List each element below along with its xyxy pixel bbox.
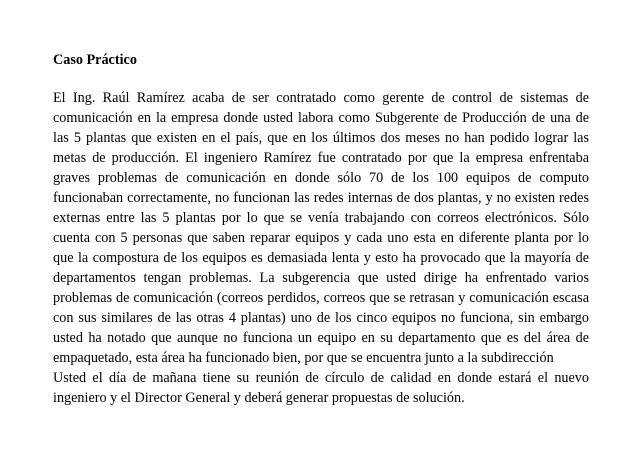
paragraph-meeting-task: Usted el día de mañana tiene su reunión de círculo de calidad en donde estará el nuevo ingeniero y el Director General y deberá generar propuestas de solución. bbox=[53, 370, 589, 406]
document-page bbox=[53, 50, 589, 408]
document-title: Caso Práctico bbox=[53, 52, 137, 68]
paragraph-case-description: El Ing. Raúl Ramírez acaba de ser contratado como gerente de control de sistemas de comunicación en la empresa donde usted labora como Subgerente de Producción de una de las 5 plantas que existen en el país, que en los últimos dos meses no han podido lograr las metas de producción. El ingeniero Ramírez fue contratado por que la empresa enfrentaba graves problemas de comunicación en donde sólo 70 de los 100 equipos de computo funcionaban correctamente, no funcionan las redes internas de dos plantas, y no existen redes externas entre las 5 plantas por lo que se venía trabajando con correos electrónicos. Sólo cuenta con 5 personas que saben reparar equipos y cada uno esta en diferente planta por lo que la compostura de los equipos es demasiada lenta y esto ha provocado que la mayoría de departamentos tengan problemas. La subgerencia que usted dirige ha enfrentado varios problemas de comunicación (correos perdidos, correos que se retrasan y comunicación escasa con sus similares de las otras 4 plantas) uno de los cinco equipos no funciona, sin embargo usted ha notado que aunque no funciona un equipo en su departamento que es del área de empaquetado, esta área ha funcionado bien, por que se encuentra junto a la subdirección bbox=[53, 90, 589, 366]
